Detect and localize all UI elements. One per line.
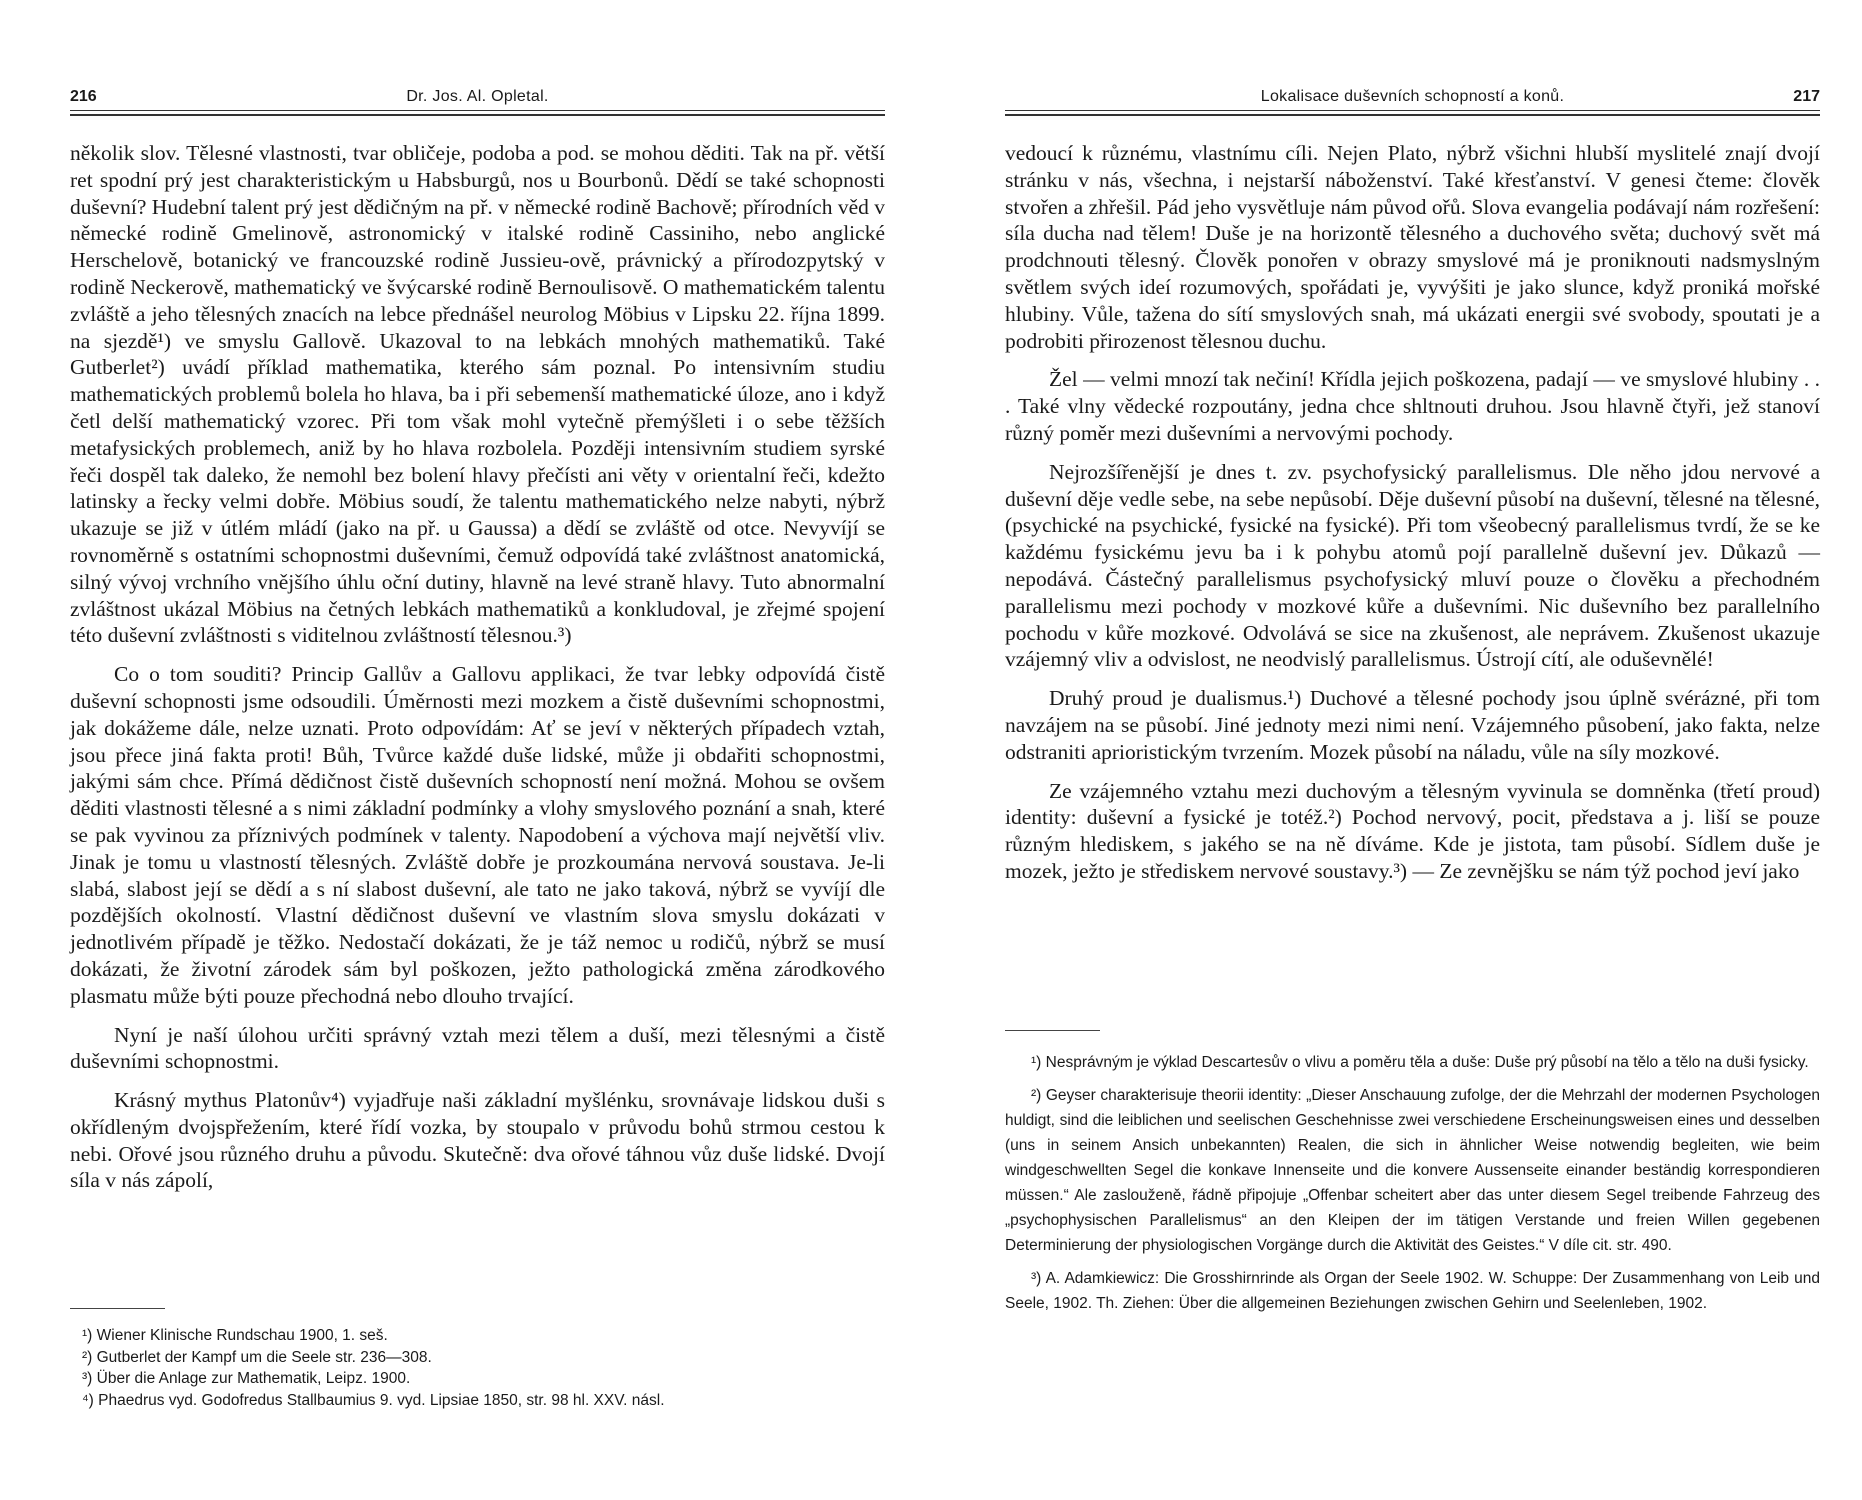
left-footnotes [70, 1325, 885, 1411]
left-page-header [70, 88, 885, 112]
right-paragraph-1: vedoucí k různému, vlastnímu cíli. Nejen Plato, nýbrž všichni hlubší myslitelé znají dvojí stránku v nás, všechna, i nejstarší náboženství. Také křesťanství. V genesi čteme: člověk stvořen a zhřešil. Pád jeho vysvětluje nám původ ořů. Slova evangelia podávají nám rozřešení: síla ducha nad tělem! Duše je na horizontě tělesného a duchového světa; duchový svět má prodchnouti tělesný. Člověk ponořen v obrazy smyslové má je proniknouti nadsmyslným světlem svých ideí rozumových, spořádati je, vyvýšiti je jako slunce, když proniká mořské hlubiny. Vůle, tažena do sítí smyslových snah, má ukázati energii své svobody, spoutati je a podrobiti přirozenost tělesnou duchu. [1005, 141, 1820, 353]
right-paragraph-5: Ze vzájemného vztahu mezi duchovým a tělesným vyvinula se domněnka (třetí proud) identity: duševní a fysické je totéž.²) Pochod nervový, pocit, představa a j. liší se pouze různým hlediskem, s jakého se na ně díváme. Kde je jistota, tam působí. Sídlem duše je mozek, ježto je střediskem nervové soustavy.³) — Ze zevnějšku se nám týž pochod jeví jako [1005, 778, 1820, 883]
right-page-number: 217 [1793, 88, 1820, 105]
left-paragraph-1: několik slov. Tělesné vlastnosti, tvar obličeje, podoba a pod. se mohou děditi. Tak na př. větší ret spodní prý jest charakteristickým u Habsburgů, nos u Bourbonů. Dědí se také schopnosti duševní? Hudební talent prý jest dědičným na př. v německé rodině Bachově; přírodních věd v německé rodině Gmelinově, astronomický v italské rodině Cassiniho, nebo anglické Herschelově, botanický ve francouzské rodině Jussieu-ově, právnický a přírodozpytský v rodině Neckerově, mathematický ve švýcarské rodině Bernoulisově. O mathematickém talentu zvláště a jeho tělesných znacích na lebce přednášel neurolog Möbius v Lipsku 22. října 1899. na sjezdě¹) ve smyslu Gallově. Ukazoval to na lebkách mnohých mathematiků. Také Gutberlet²) uvádí příklad mathematika, kterého sám poznal. Po intensivním studiu mathematických problemů bolela ho hlava, ba i při sebemenší mathematické úloze, ano i když četl delší mathematický vzorec. Při tom však mohl vytečně přemýšleti i o sebe těžších metafysických problemech, aniž by ho hlava rozbolela. Později intensivním studiem syrské řeči dospěl tak daleko, že nemohl bez bolení hlavy přečísti ani věty v orientalní řeči, kdežto latinsky a řecky velmi dobře. Möbius soudí, že talentu mathematického nelze nabyti, nýbrž ukazuje se již v útlém mládí (jako na př. u Gaussa) a dědí se zvláště od otce. Nevyvíjí se rovnoměrně s ostatními schopnostmi duševními, čemuž odpovídá také zvláštnost anatomická, silný vývoj vrchního vnějšího úhlu oční dutiny, hlavně na levé straně hlavy. Tuto abnormalní zvláštnost ukázal Möbius na četných lebkách mathematiků a konkludoval, je zřejmé spojení této duševní zvláštnosti s viditelnou zvláštností tělesnou.³) [70, 141, 885, 648]
left-page-number: 216 [70, 88, 97, 105]
left-paragraph-2: Co o tom souditi? Princip Gallův a Gallovu applikaci, že tvar lebky odpovídá čistě duševní schopnosti jsme odsoudili. Úměrnosti mezi mozkem a čistě duševními schopnostmi, jak dokážeme dále, nelze uznati. Proto odpovídám: Ať se jeví v některých případech vztah, jsou přece jiná fakta proti! Bůh, Tvůrce každé duše lidské, může ji obdařiti schopnostmi, jakými sám chce. Přímá dědičnost čistě duševních schopností není možná. Mohou se ovšem děditi vlastnosti tělesné a s nimi základní podmínky a vlohy smyslového poznání a snah, které se pak vyvinou za příznivých podmínek v talenty. Napodobení a výchova mají největší vliv. Jinak je tomu u vlastností tělesných. Zvláště dobře je prozkoumána nervová soustava. Je-li slabá, slabost její se dědí a s ní slabost duševní, ale tato ne jako taková, nýbrž se vyvíjí dle pozdějších okolností. Vlastní dědičnost duševní ve vlastním slova smyslu dokázati v jednotlivém případě je těžko. Nedostačí dokázati, že je táž nemoc u rodičů, nýbrž se musí dokázati, že životní zárodek sám byl poškozen, ježto pathologická změna zárodkového plasmatu může býti pouze přechodná nebo dlouho trvající. [70, 662, 885, 1008]
right-paragraph-4: Druhý proud je dualismus.¹) Duchové a tělesné pochody jsou úplně svérázné, při tom navzájem na se působí. Jiné jednoty mezi nimi není. Vzájemného působení, jako fakta, nelze odstraniti aprioristickým tvrzením. Mozek působí na náladu, vůle na síly mozkové. [1005, 686, 1820, 764]
left-page [70, 0, 885, 1500]
right-header-rule-thin [1005, 110, 1820, 111]
left-header-rule-thin [70, 110, 885, 111]
right-footnote-separator [1005, 1030, 1100, 1031]
right-paragraph-2: Žel — velmi mnozí tak nečiní! Křídla jejich poškozena, padají — ve smyslové hlubiny . . . Také vlny vědecké rozpoutány, jedna chce shltnouti druhou. Jsou hlavně čtyři, jež stanoví různý poměr mezi duševními a nervovými pochody. [1005, 367, 1820, 445]
left-paragraph-3: Nyní je naší úlohou určiti správný vztah mezi tělem a duší, mezi tělesnými a čistě duševními schopnostmi. [70, 1022, 885, 1074]
right-body-text [1005, 140, 1820, 897]
right-page [1005, 0, 1820, 1500]
right-footnote-3: ³) A. Adamkiewicz: Die Grosshirnrinde als Organ der Seele 1902. W. Schuppe: Der Zusammenhang von Leib und Seele, 1902. Th. Ziehen: Über die allgemeinen Beziehungen zwischen Gehirn und Seelenleben, 1902. [1005, 1270, 1820, 1312]
left-footnote-4: ⁴) Phaedrus vyd. Godofredus Stallbaumius 9. vyd. Lipsiae 1850, str. 98 hl. XXV. násl. [82, 1391, 665, 1409]
right-page-header [1005, 88, 1820, 112]
right-footnote-2: ²) Geyser charakterisuje theorii identity: „Dieser Anschauung zufolge, der die Mehrzahl der modernen Psychologen huldigt, sind die leiblichen und seelischen Geschehnisse zwei verschiedene Erscheinungsweisen eines und desselben (uns in seinem Ansich unbekannten) Realen, die sich in ähnlicher Weise notwendig begleiten, wie beim windgeschwellten Segel die konkave Innenseite und die konvere Aussenseite einander beständig korrespondieren müssen.“ Ale zaslouženě, řádně připojuje „Offenbar scheitert aber das unter diesem Segel treibende Fahrzeug des „psychophysischen Parallelismus“ an den Kleipen der im tätigen Verstande und freien Willen gegebenen Determinierung der physiologischen Vorgänge durch die Aktivität des Geistes.“ V díle cit. str. 490. [1005, 1087, 1820, 1254]
left-footnote-2: ²) Gutberlet der Kampf um die Seele str. 236—308. [82, 1348, 432, 1366]
left-footnote-3: ³) Über die Anlage zur Mathematik, Leipz. 1900. [82, 1370, 411, 1387]
right-footnotes [1005, 1050, 1820, 1324]
right-header-rule-thick [1005, 114, 1820, 116]
right-footnote-1: ¹) Nesprávným je výklad Descartesův o vlivu a poměru těla a duše: Duše prý působí na tělo a tělo na duši fysicky. [1031, 1054, 1809, 1071]
left-footnote-separator [70, 1308, 165, 1309]
left-body-text [70, 140, 885, 1206]
left-header-rule-thick [70, 114, 885, 116]
left-running-head: Dr. Jos. Al. Opletal. [406, 88, 549, 105]
right-paragraph-3: Nejrozšířenější je dnes t. zv. psychofysický parallelismus. Dle něho jdou nervové a duševní děje vedle sebe, na sebe nepůsobí. Děje duševní působí na duševní, tělesné na tělesné, (psychické na psychické, fysické na fysické). Při tom všeobecný parallelismus tvrdí, že se ke každému fysickému jevu ba i k pohybu atomů pojí parallelně duševní jev. Důkazů — nepodává. Částečný parallelismus psychofysický mluví pouze o člověku a přechodném parallelismu mezi pochody v mozkové kůře a duševními. Nic duševního bez parallelního pochodu v kůře mozkové. Odvolává se sice na zkušenost, ale neprávem. Zkušenost ukazuje vzájemný vliv a odvislost, ne neodvislý parallelismus. Ústrojí cítí, ale oduševnělé! [1005, 459, 1820, 672]
right-running-head: Lokalisace duševních schopností a konů. [1260, 88, 1565, 105]
left-paragraph-4: Krásný mythus Platonův⁴) vyjadřuje naši základní myšlénku, srovnávaje lidskou duši s okřídleným dvojspřežením, které řídí vozka, by stoupalo v průvodu bohů strmou cestou k nebi. Ořové jsou různého druhu a původu. Skutečně: dva ořové táhnou vůz duše lidské. Dvojí síla v nás zápolí, [70, 1088, 885, 1193]
left-footnote-1: ¹) Wiener Klinische Rundschau 1900, 1. seš. [82, 1327, 388, 1344]
